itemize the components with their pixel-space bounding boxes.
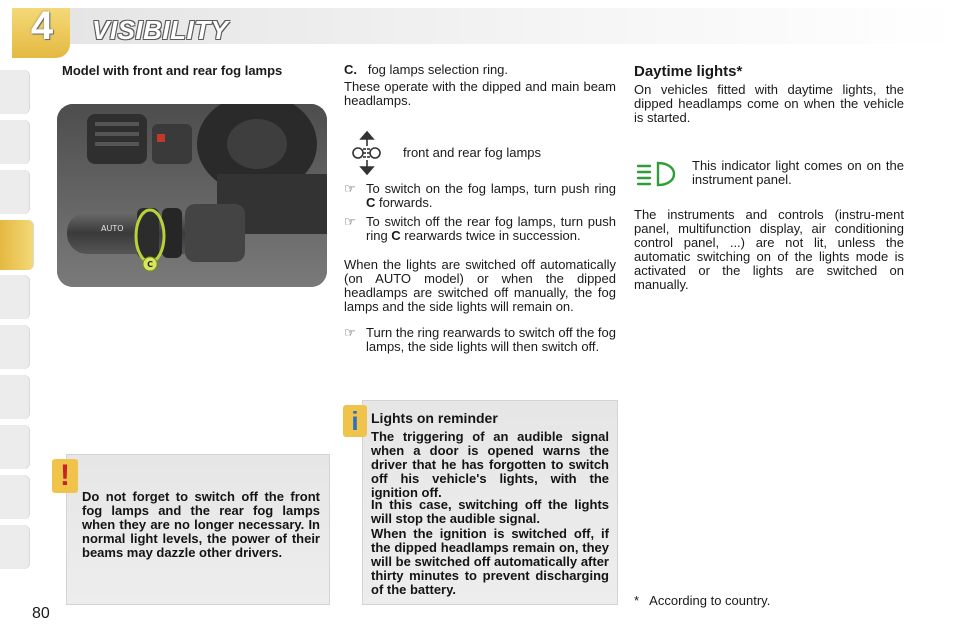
footnote: * According to country. [634,593,771,608]
pointing-hand-icon: ☞ [344,325,356,340]
daytime-intro: On vehicles fitted with daytime lights, the dipped headlamps come on when the vehicle is started. [634,82,904,125]
bullet-text: To switch on the fog lamps, turn push ring C forwards. [366,181,616,210]
pointing-hand-icon: ☞ [344,181,356,196]
info-paragraph-3: When the ignition is switched off, if the dipped headlamps remain on, they will be switched off automatically after thirty minutes to prevent discharging of the battery. [371,526,609,597]
bullet-text: To switch off the rear fog lamps, turn push ring C rearwards twice in succession. [366,214,616,243]
chapter-tab-5[interactable] [0,275,30,319]
fog-symbol-label: front and rear fog lamps [403,145,542,160]
indicator-text: This indicator light comes on on the instrument panel. [692,158,904,187]
ring-c-callout: C [147,260,153,269]
front-rear-fog-lamp-icon [350,130,384,176]
ring-description: fog lamps selection ring. [367,62,509,77]
instruments-paragraph: The instruments and controls (instru-ment panel, multifunction display, air conditioning control panel, ...) are not lit, unless the automatic switching on of the lights mode is activated or the lights are switched on manually. [634,207,904,292]
chapter-tabs [0,70,34,575]
warning-text: Do not forget to switch off the front fog lamps and the rear fog lamps when they are no longer necessary. In normal light levels, the power of their beams may dazzle other drivers. [82,489,320,560]
exclamation-icon: ! [60,459,70,492]
page-number: 80 [32,605,50,622]
section-title: Model with front and rear fog lamps [62,63,283,78]
bullet-text: Turn the ring rearwards to switch off the fog lamps, the side lights will then switch off. [366,325,617,354]
chapter-tab-4-active[interactable] [0,220,34,270]
chapter-tab-8[interactable] [0,425,30,469]
chapter-tab-2[interactable] [0,120,30,164]
intro-paragraph: These operate with the dipped and main beam headlamps. [344,79,616,108]
chapter-tab-9[interactable] [0,475,30,519]
bullet-switch-off [344,326,616,370]
ring-letter: C. [344,62,357,77]
stalk-illustration [57,104,327,287]
page-title: VISIBILITY [92,15,229,45]
chapter-number: 4 [30,4,54,48]
bullet-switch-on [344,182,616,212]
auto-paragraph: When the lights are switched off automatically (on AUTO model) or when the dipped headlamps are switched off manually, the fog lamps and the side lights will remain on. [344,257,616,314]
daytime-lights-indicator-icon [636,160,678,188]
daytime-heading: Daytime lights* [634,63,743,80]
chapter-tab-7[interactable] [0,375,30,419]
info-paragraph-1: The triggering of an audible signal when a door is opened warns the driver that he has forgotten to switch off his vehicle's lights, with the ignition off. [371,429,609,500]
chapter-tab-10[interactable] [0,525,30,569]
chapter-tab-1[interactable] [0,70,30,114]
ring-definition [344,63,616,77]
chapter-tab-6[interactable] [0,325,30,369]
auto-marking: AUTO [101,224,124,233]
info-paragraph-2: In this case, switching off the lights will stop the audible signal. [371,497,609,526]
pointing-hand-icon: ☞ [344,214,356,229]
chapter-tab-3[interactable] [0,170,30,214]
stalk-photo [57,104,327,287]
bullet-switch-off-rear [344,215,616,259]
info-box-title: Lights on reminder [371,410,498,426]
info-icon: i [351,406,359,436]
